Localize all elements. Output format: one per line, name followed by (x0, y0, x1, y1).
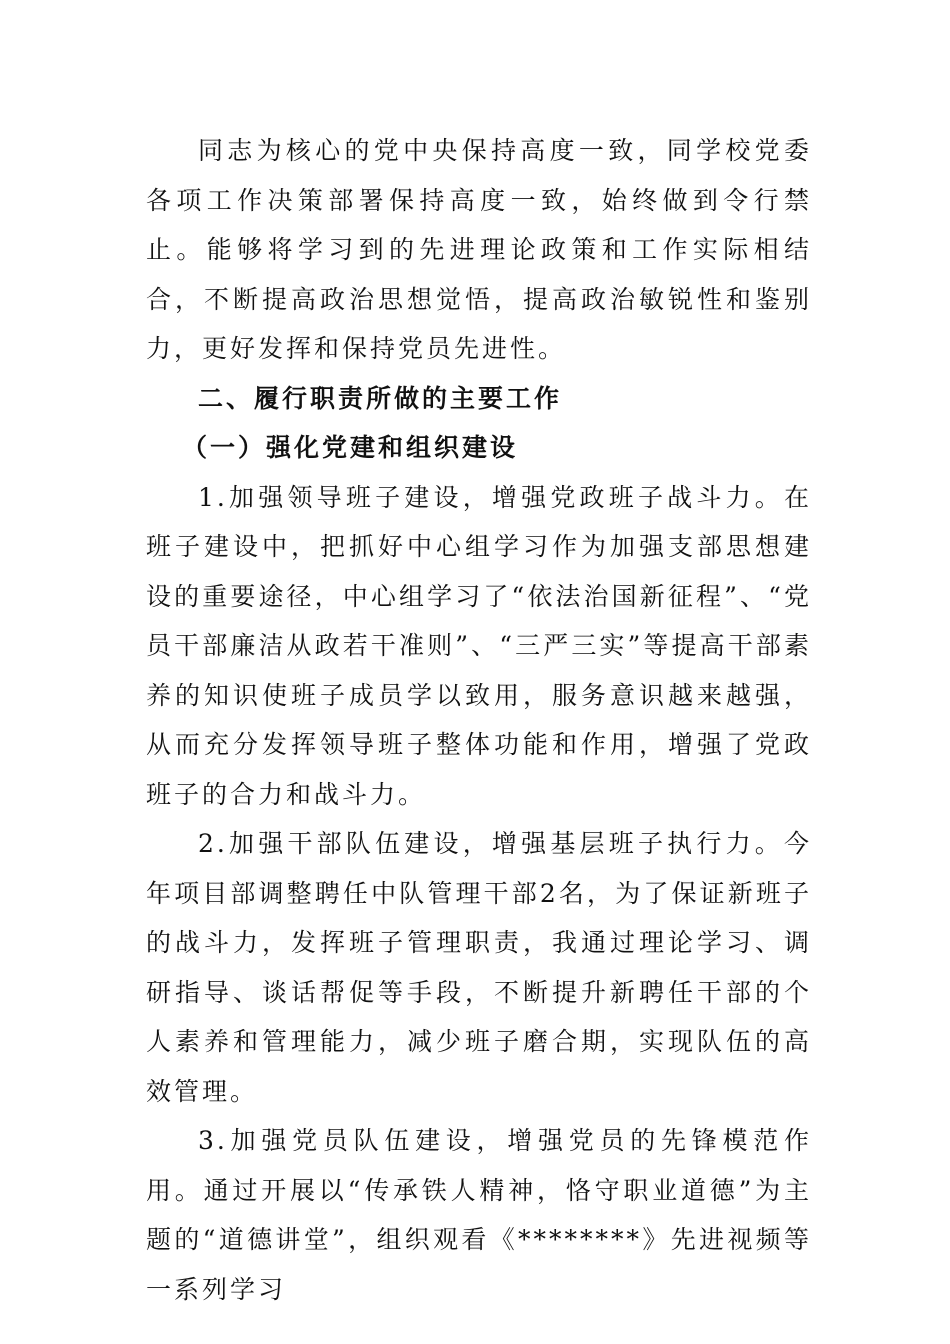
subsection-heading: （一）强化党建和组织建设 (182, 433, 519, 462)
document-body (146, 126, 812, 1314)
body-paragraph-1: 同志为核心的党中央保持高度一致，同学校党委各项工作决策部署保持高度一致，始终做到令行禁止。能够将学习到的先进理论政策和工作实际相结合，不断提高政治思想觉悟，提高政治敏锐性和鉴别力，更好发挥和保持党员先进性。 (146, 136, 812, 363)
body-paragraph-2: 1.加强领导班子建设，增强党政班子战斗力。在班子建设中，把抓好中心组学习作为加强支部思想建设的重要途径，中心组学习了“依法治国新征程”、“党员干部廉洁从政若干准则”、“三严三实”等提高干部素养的知识使班子成员学以致用，服务意识越来越强，从而充分发挥领导班子整体功能和作用，增强了党政班子的合力和战斗力。 (146, 482, 812, 809)
body-paragraph-3: 2.加强干部队伍建设，增强基层班子执行力。今年项目部调整聘任中队管理干部2名，为了保证新班子的战斗力，发挥班子管理职责，我通过理论学习、调研指导、谈话帮促等手段，不断提升新聘任干部的个人素养和管理能力，减少班子磨合期，实现队伍的高效管理。 (146, 829, 812, 1106)
body-paragraph-4: 3.加强党员队伍建设，增强党员的先锋模范作用。通过开展以“传承铁人精神，恪守职业道德”为主题的“道德讲堂”，组织观看《********》先进视频等一系列学习 (146, 1126, 812, 1304)
section-heading: 二、履行职责所做的主要工作 (198, 383, 563, 413)
